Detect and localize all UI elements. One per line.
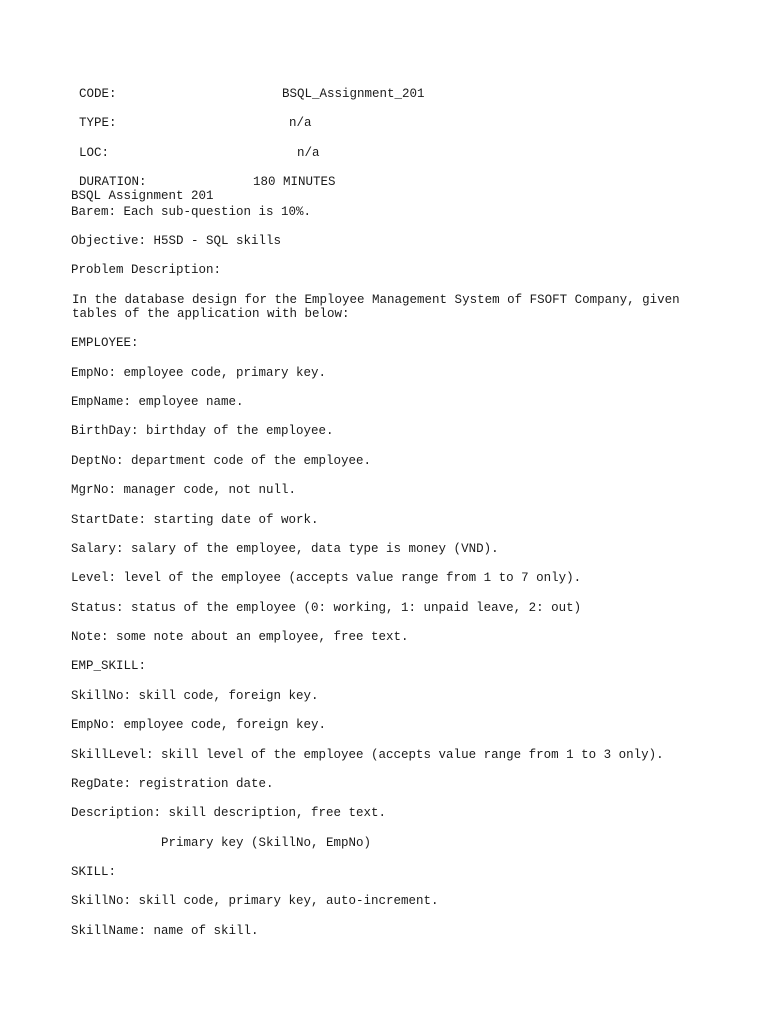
type-value: n/a bbox=[289, 116, 312, 130]
empskill-field: SkillNo: skill code, foreign key. bbox=[71, 689, 319, 703]
employee-field: StartDate: starting date of work. bbox=[71, 513, 319, 527]
employee-field: DeptNo: department code of the employee. bbox=[71, 454, 372, 468]
doc-title: BSQL Assignment 201 bbox=[71, 189, 214, 203]
duration-value: 180 MINUTES bbox=[253, 175, 336, 189]
empskill-field: SkillLevel: skill level of the employee (accepts value range from 1 to 3 only). bbox=[71, 748, 664, 762]
skill-field: SkillNo: skill code, primary key, auto-increment. bbox=[71, 894, 439, 908]
duration-label: DURATION: bbox=[79, 175, 147, 189]
skill-field: SkillName: name of skill. bbox=[71, 924, 259, 938]
employee-field: BirthDay: birthday of the employee. bbox=[71, 424, 334, 438]
code-value: BSQL_Assignment_201 bbox=[282, 87, 425, 101]
empskill-field: EmpNo: employee code, foreign key. bbox=[71, 718, 327, 732]
loc-label: LOC: bbox=[79, 146, 110, 160]
employee-field: MgrNo: manager code, not null. bbox=[71, 483, 297, 497]
problem-heading: Problem Description: bbox=[71, 263, 222, 277]
objective-line: Objective: H5SD - SQL skills bbox=[71, 234, 282, 248]
type-label: TYPE: bbox=[79, 116, 117, 130]
employee-field: EmpNo: employee code, primary key. bbox=[71, 366, 327, 380]
employee-field: Status: status of the employee (0: working, 1: unpaid leave, 2: out) bbox=[71, 601, 582, 615]
employee-field: Salary: salary of the employee, data type is money (VND). bbox=[71, 542, 499, 556]
intro-line-1: In the database design for the Employee Management System of FSOFT Company, given bbox=[72, 293, 680, 307]
employee-field: Note: some note about an employee, free text. bbox=[71, 630, 409, 644]
skill-heading: SKILL: bbox=[71, 865, 117, 879]
loc-value: n/a bbox=[297, 146, 320, 160]
code-label: CODE: bbox=[79, 87, 117, 101]
empskill-primary-key: Primary key (SkillNo, EmpNo) bbox=[161, 836, 372, 850]
barem-line: Barem: Each sub-question is 10%. bbox=[71, 205, 312, 219]
empskill-field: RegDate: registration date. bbox=[71, 777, 274, 791]
employee-heading: EMPLOYEE: bbox=[71, 336, 139, 350]
employee-field: Level: level of the employee (accepts value range from 1 to 7 only). bbox=[71, 571, 582, 585]
empskill-heading: EMP_SKILL: bbox=[71, 659, 147, 673]
employee-field: EmpName: employee name. bbox=[71, 395, 244, 409]
empskill-field: Description: skill description, free text. bbox=[71, 806, 387, 820]
intro-line-2: tables of the application with below: bbox=[72, 307, 350, 321]
